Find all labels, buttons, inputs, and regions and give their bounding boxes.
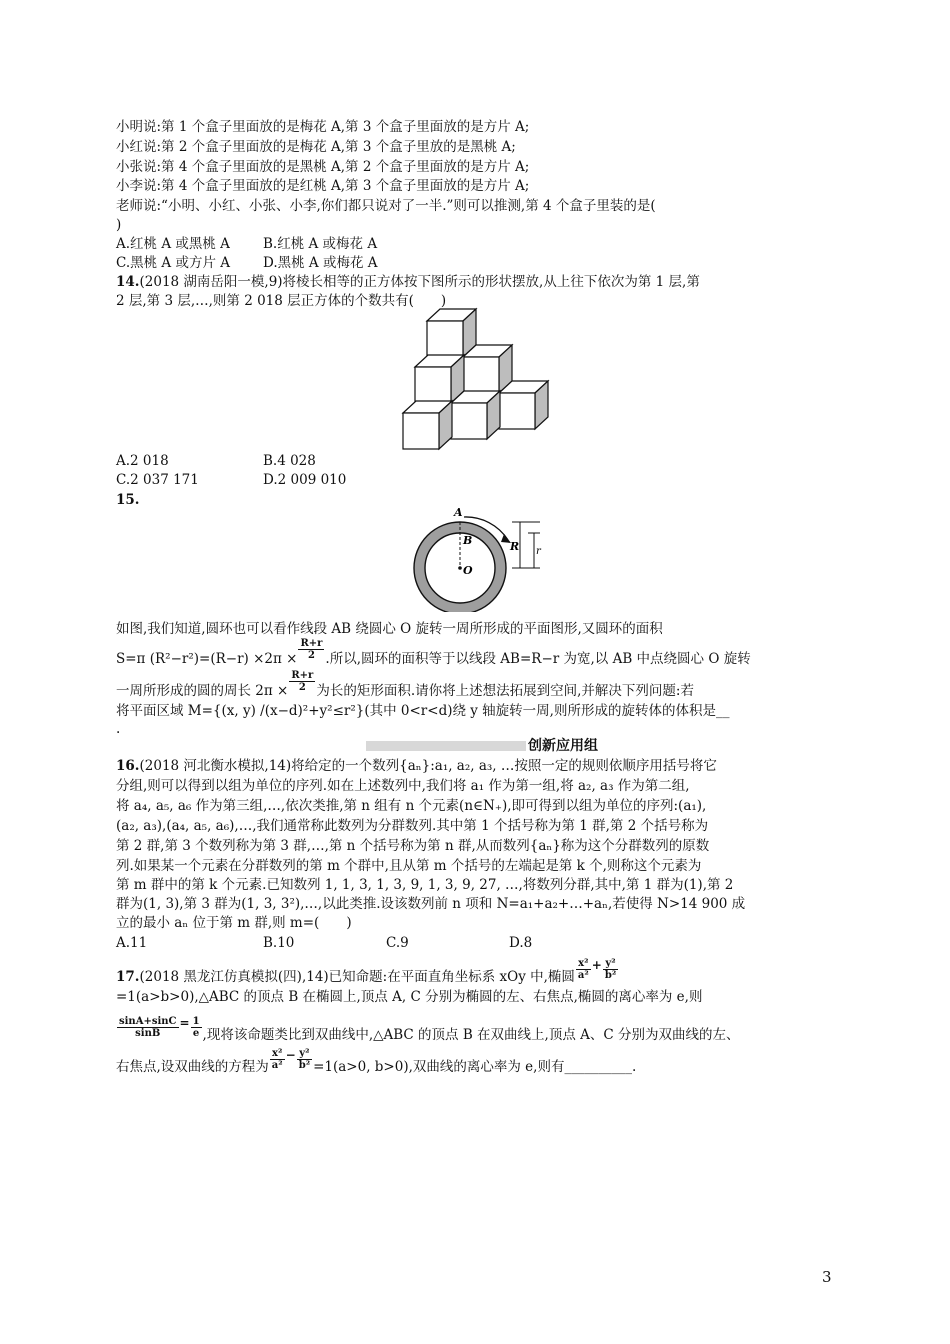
- q16-option-a: A.11: [116, 935, 148, 951]
- q13-line-2: 小红说:第 2 个盒子里面放的是梅花 A,第 3 个盒子里放的是黑桃 A;: [116, 139, 516, 155]
- frac-sin-den: sinB: [135, 1027, 161, 1039]
- label-big-r: R: [510, 540, 520, 553]
- q14-option-c: C.2 037 171: [116, 472, 199, 488]
- minus-sign: −: [285, 1048, 296, 1062]
- frac-one: 1: [192, 1015, 200, 1027]
- frac-x2-a2: [576, 958, 591, 981]
- frac-x2-a2-h: [270, 1048, 285, 1071]
- annulus-figure: [400, 502, 550, 612]
- q14-option-d: D.2 009 010: [263, 472, 347, 488]
- frac-b2-h: b²: [298, 1059, 311, 1071]
- plus-sign: +: [591, 958, 602, 972]
- cube-layer3-middle: [451, 391, 500, 439]
- q15-line-3: [116, 670, 836, 703]
- frac-den-1: 2: [307, 650, 315, 661]
- q16-line-2: 分组,则可以得到以组为单位的序列.如在上述数列中,我们将 a₁ 作为第一组,将 a₂, a₃ 作为第二组,: [116, 778, 690, 794]
- cube-layer2-front: [415, 355, 464, 403]
- q13-line-6: ): [116, 217, 122, 233]
- q16-line-1: [116, 757, 836, 776]
- q16-line-8: 群为(1, 3),第 3 群为(1, 3, 3²),…,以此类推.设该数列前 n 项和 N=a₁+a₂+…+aₙ,若使得 N>14 900 成: [116, 896, 746, 912]
- q16-text-1: (2018 河北衡水模拟,14)将给定的一个数列{aₙ}:a₁, a₂, a₃, …按照一定的规则依顺序用括号将它: [139, 758, 717, 774]
- q16-line-9: 立的最小 aₙ 位于第 m 群,则 m=( ): [116, 915, 352, 931]
- center-point: [458, 566, 462, 570]
- cube-layer3-right: [499, 381, 548, 429]
- q17-text-1a: (2018 黑龙江仿真模拟(四),14)已知命题:在平面直角坐标系 xOy 中,椭圆: [139, 969, 575, 985]
- frac-num-1: R+r: [300, 638, 323, 649]
- q17-line-3: [116, 1015, 836, 1051]
- q15-text-3a: 一周所形成的圆的周长 2π ×: [116, 683, 289, 699]
- equals-sign: =: [179, 1016, 190, 1030]
- q13-option-c: C.黑桃 A 或方片 A: [116, 255, 231, 271]
- frac-num-2: R+r: [291, 670, 314, 681]
- q17-line-2: =1(a>b>0),△ABC 的顶点 B 在椭圆上,顶点 A, C 分别为椭圆的左、右焦点,椭圆的离心率为 e,则: [116, 989, 703, 1005]
- frac-den-2: 2: [298, 682, 306, 693]
- label-o: O: [463, 564, 473, 577]
- q15-text-2b: .所以,圆环的面积等于以线段 AB=R−r 为宽,以 AB 中点绕圆心 O 旋转: [325, 651, 751, 667]
- q13-option-b: B.红桃 A 或梅花 A: [263, 236, 378, 252]
- q16-option-d: D.8: [509, 935, 533, 951]
- q13-line-3: 小张说:第 4 个盒子里面放的是黑桃 A,第 2 个盒子里面放的是方片 A;: [116, 159, 530, 175]
- frac-a2-h: a²: [271, 1059, 283, 1071]
- q17-text-4a: 右焦点,设双曲线的方程为: [116, 1059, 269, 1075]
- frac-y2-h: y²: [297, 1048, 312, 1060]
- q14-line-1: [116, 273, 836, 292]
- cube-top: [427, 309, 476, 357]
- q15-line-1: 如图,我们知道,圆环也可以看作线段 AB 绕圆心 O 旋转一周所形成的平面图形,又圆环的面积: [116, 621, 663, 637]
- frac-one-over-e: [191, 1016, 202, 1039]
- frac-x2-h: x²: [270, 1048, 285, 1060]
- q16-line-5: 第 2 群,第 3 个数列称为第 3 群,…,第 n 个括号称为第 n 群,从而数列{aₙ}称为这个分群数列的原数: [116, 838, 710, 854]
- q15-text-3b: 为长的矩形面积.请你将上述想法拓展到空间,并解决下列问题:若: [316, 683, 694, 699]
- q16-line-4: (a₂, a₃),(a₄, a₅, a₆),…,我们通常称此数列为分群数列.其中第 1 个括号称为第 1 群,第 2 个括号称为: [116, 818, 709, 834]
- q13-option-d: D.黑桃 A 或梅花 A: [263, 255, 378, 271]
- cube-layer3-left: [403, 401, 452, 449]
- q16-line-6: 列.如果某一个元素在分群数列的第 m 个群中,且从第 m 个括号的左端起是第 k 个,则称这个元素为: [116, 858, 702, 874]
- frac-e: e: [192, 1027, 200, 1039]
- fraction-r-plus-r-2: [289, 670, 315, 693]
- section-title: 创新应用组: [528, 738, 598, 754]
- frac-a2: a²: [577, 969, 589, 981]
- q17-number: 17.: [116, 969, 140, 985]
- fraction-r-plus-r-1: [298, 638, 324, 661]
- q14-option-b: B.4 028: [263, 453, 316, 469]
- section-bar: [366, 741, 526, 751]
- q14-option-a: A.2 018: [116, 453, 169, 469]
- frac-x2: x²: [576, 958, 591, 970]
- q13-line-1: 小明说:第 1 个盒子里面放的是梅花 A,第 3 个盒子里面放的是方片 A;: [116, 119, 530, 135]
- q14-line-2: 2 层,第 3 层,…,则第 2 018 层正方体的个数共有( ): [116, 293, 447, 309]
- frac-y2: y²: [603, 958, 618, 970]
- q17-line-4: [116, 1047, 836, 1083]
- q15-line-2: [116, 638, 836, 671]
- q15-number-text: 15.: [116, 492, 140, 508]
- q16-option-b: B.10: [263, 935, 295, 951]
- frac-y2-b2-h: [297, 1048, 312, 1071]
- q15-text-2a: S=π (R²−r²)=(R−r) ×2π ×: [116, 651, 298, 667]
- q17-text-4b: =1(a>0, b>0),双曲线的离心率为 e,则有__________.: [313, 1059, 637, 1075]
- q16-number: 16.: [116, 758, 140, 774]
- frac-y2-b2: [603, 958, 618, 981]
- q13-option-a: A.红桃 A 或黑桃 A: [116, 236, 230, 252]
- q16-option-c: C.9: [386, 935, 409, 951]
- frac-sin-num: sinA+sinC: [119, 1015, 177, 1027]
- frac-b2: b²: [604, 969, 617, 981]
- label-a: A: [454, 506, 463, 519]
- q17-text-3: ,现将该命题类比到双曲线中,△ABC 的顶点 B 在双曲线上,顶点 A、C 分别为双曲线的左、: [202, 1027, 740, 1043]
- q13-line-4: 小李说:第 4 个盒子里面放的是红桃 A,第 3 个盒子里面放的是方片 A;: [116, 178, 530, 194]
- q14-number: 14.: [116, 274, 140, 290]
- q16-line-3: 将 a₄, a₅, a₆ 作为第三组,…,依次类推,第 n 组有 n 个元素(n∈N₊),即可得到以组为单位的序列:(a₁),: [116, 798, 707, 814]
- page-number: 3: [822, 1268, 832, 1286]
- q15-line-5: .: [116, 721, 121, 737]
- q15-line-4: 将平面区域 M={(x, y) /(x−d)²+y²≤r²}(其中 0<r<d)绕 y 轴旋转一周,则所形成的旋转体的体积是__: [116, 703, 730, 719]
- label-small-r: r: [536, 546, 541, 557]
- q14-text-1: (2018 湖南岳阳一模,9)将棱长相等的正方体按下图所示的形状摆放,从上往下依次为第 1 层,第: [139, 274, 700, 290]
- cube-layer2-back: [463, 345, 512, 393]
- cube-stack-figure: [400, 305, 560, 453]
- label-b: B: [463, 534, 473, 547]
- frac-sin: [117, 1016, 179, 1039]
- q16-line-7: 第 m 群中的第 k 个元素.已知数列 1, 1, 3, 1, 3, 9, 1, 3, 9, 27, …,将数列分群,其中,第 1 群为(1),第 2: [116, 877, 734, 893]
- q13-line-5: 老师说:“小明、小红、小张、小李,你们都只说对了一半.”则可以推测,第 4 个盒子里装的是(: [116, 198, 656, 214]
